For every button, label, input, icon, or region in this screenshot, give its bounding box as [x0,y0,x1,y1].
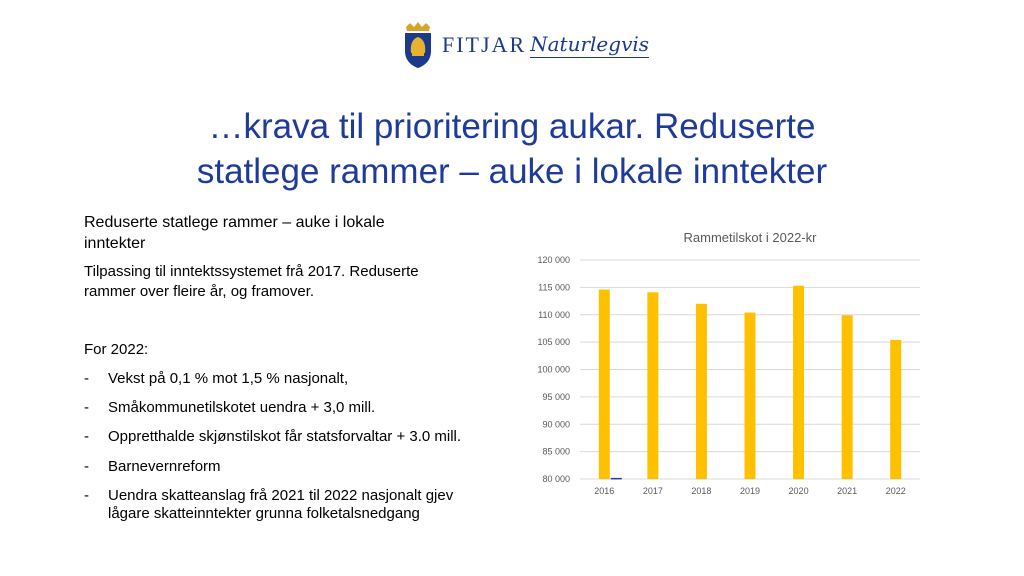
bullet-text: Uendra skatteanslag frå 2021 til 2022 nasjonalt gjev [108,487,454,504]
bar [793,286,804,479]
bullet-text: Barnevernreform [108,458,221,475]
chart-container [510,222,930,502]
bar [696,304,707,479]
x-tick-label: 2017 [642,486,663,496]
bullet-text-line-2: lågare skatteinntekter grunna folketalsnedgang [108,505,420,522]
x-tick-label: 2016 [594,486,615,496]
bullet-text: Småkommunetilskotet uendra + 3,0 mill. [108,399,376,416]
slide-title [0,104,1024,194]
y-tick-label: 90 000 [542,419,570,430]
bar [890,340,901,479]
y-tick-label: 110 000 [538,309,570,320]
intro-paragraph-line-1: Tilpassing til inntektssystemet frå 2017. Reduserte [84,263,419,280]
x-tick-label: 2018 [691,486,712,496]
y-tick-label: 115 000 [538,282,570,293]
bullet-dash: - [84,370,89,387]
subheading-line-2: inntekter [84,235,146,252]
bullet-dash: - [84,458,89,475]
logo-brand: FITJAR [442,32,527,57]
subheading [84,212,464,254]
intro-paragraph [84,262,484,302]
rammetilskot-chart [510,222,930,502]
chart-title: Rammetilskot i 2022-kr [683,230,817,245]
subheading-line-1: Reduserte statlege rammer – auke i lokale [84,214,385,231]
bullet-dash: - [84,399,89,416]
y-tick-label: 120 000 [537,255,570,265]
bullet-dash: - [84,487,89,504]
bullet-text: Vekst på 0,1 % mot 1,5 % nasjonalt, [108,370,349,387]
bar [599,290,610,479]
y-tick-label: 85 000 [542,446,570,457]
y-tick-label: 80 000 [542,474,570,484]
coat-of-arms-icon [400,21,436,69]
y-tick-label: 105 000 [537,337,570,348]
x-tick-label: 2021 [837,486,858,496]
logo-tagline: Naturlegvis [530,32,650,56]
x-tick-label: 2019 [739,486,761,496]
bullet-text: Oppretthalde skjønstilskot får statsforvaltar + 3.0 mill. [108,428,462,445]
bar-series-2 [611,478,622,480]
logo [400,20,649,70]
y-tick-label: 100 000 [537,364,570,375]
x-tick-label: 2022 [885,486,906,496]
bar [745,313,756,479]
slide-title-line-1: …krava til prioritering aukar. Reduserte [208,107,816,146]
intro-paragraph-line-2: rammer over fleire år, og framover. [84,283,315,300]
y-tick-label: 95 000 [542,391,570,402]
bullet-dash: - [84,428,89,445]
slide-title-line-2: statlege rammer – auke i lokale inntekter [196,152,828,191]
x-tick-label: 2020 [788,486,809,496]
bar [842,315,853,479]
bar [647,292,658,479]
for-2022-label: For 2022: [84,341,149,358]
